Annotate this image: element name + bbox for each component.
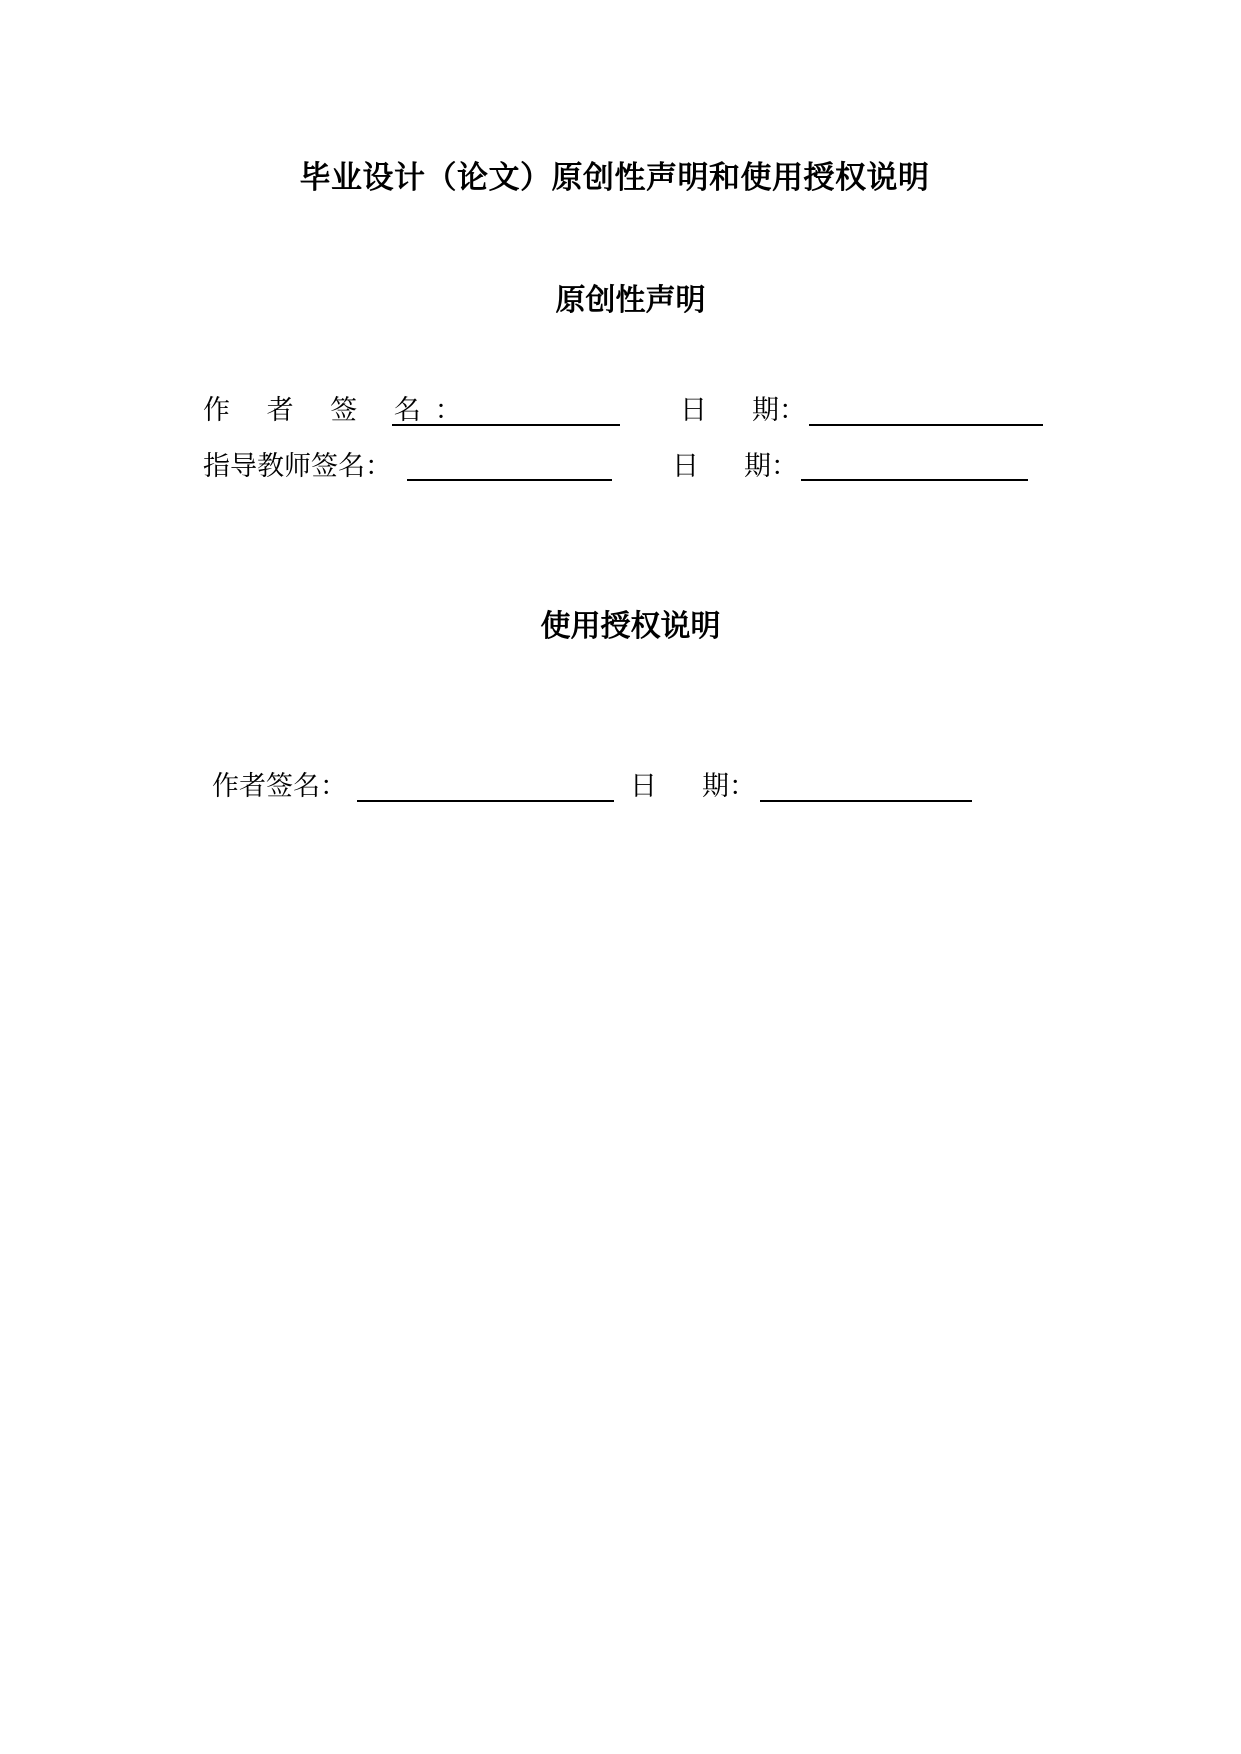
authorization-date-line[interactable] xyxy=(760,800,972,802)
authorization-signature-line[interactable] xyxy=(357,800,614,802)
date-label-1-suffix: 期： xyxy=(752,395,806,426)
date-label-2-suffix: 期： xyxy=(744,451,798,482)
authorization-author-signature-label: 作者签名： xyxy=(212,771,347,802)
author-signature-label: 作 者 签 名： xyxy=(203,395,476,426)
date-line-2[interactable] xyxy=(801,479,1028,481)
advisor-signature-label: 指导教师签名： xyxy=(203,451,392,482)
authorization-date-label: 日 xyxy=(630,771,657,802)
originality-heading: 原创性声明 xyxy=(555,283,706,318)
authorization-date-label-suffix: 期： xyxy=(702,771,756,802)
date-label-1: 日 xyxy=(680,395,707,426)
authorization-heading: 使用授权说明 xyxy=(540,609,721,644)
author-signature-line[interactable] xyxy=(392,424,620,426)
date-line-1[interactable] xyxy=(809,424,1043,426)
advisor-signature-line[interactable] xyxy=(407,479,612,481)
document-title: 毕业设计（论文）原创性声明和使用授权说明 xyxy=(299,160,930,196)
date-label-2: 日 xyxy=(672,451,699,482)
